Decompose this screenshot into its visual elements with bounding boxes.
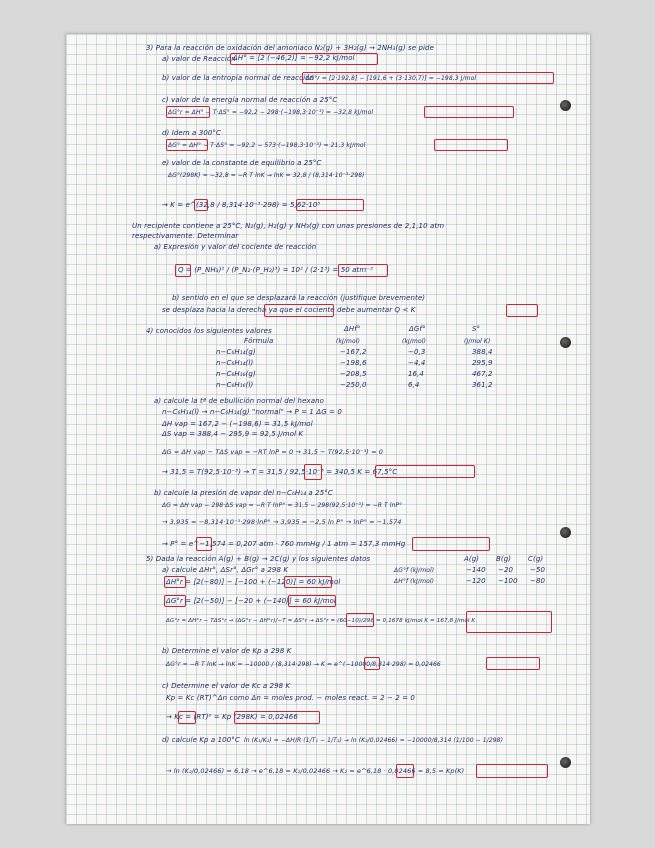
table-cell: −167,2: [340, 348, 367, 356]
table-unit-s: (J/mol K): [464, 338, 491, 345]
punch-hole: [560, 337, 571, 348]
answer-box: [338, 264, 388, 277]
problem-4b-line-3: → P° = e^−1,574 = 0,207 atm · 760 mmHg / 1 atm = 157,3 mmHg: [162, 540, 406, 548]
table-unit-formula: Fórmula: [244, 337, 274, 345]
table-cell: 467,2: [472, 370, 493, 378]
table-cell: n−C₆H₁₆(l): [216, 381, 254, 389]
problem-5d-line-1: ln (K₁/K₂) = −ΔH/R (1/T₁ − 1/T₂) → ln (K₂/0,02466) = −10000/8,314 (1/100 − 1/298): [244, 737, 504, 744]
problem-5b-label: b) Determine el valor de Kp a 298 K: [162, 647, 292, 655]
table-cell: −198,6: [340, 359, 367, 367]
thermo-row-label: ΔH°f (kJ/mol): [394, 578, 435, 585]
table-cell: −4,4: [408, 359, 426, 367]
thermo-cell: −50: [530, 566, 546, 574]
thermo-cell: −80: [530, 577, 546, 585]
answer-box: [288, 595, 336, 607]
answer-box: [164, 576, 186, 588]
thermo-col-b: B(g): [496, 555, 512, 563]
problem-3b-label: b) valor de la entropía normal de reacción: [162, 74, 315, 82]
problem-3e-equation: ΔG°(298K) = −32,8 = −R T lnK → lnK = 32,8 / (8,314·10⁻³·298): [168, 172, 365, 179]
answer-box: [466, 611, 552, 633]
answer-box: [164, 595, 186, 607]
answer-box: [284, 576, 332, 588]
problem-4a-label: a) calcule la tª de ebullición normal del hexano: [154, 397, 325, 405]
table-cell: 295,9: [472, 359, 493, 367]
table-cell: 16,4: [408, 370, 424, 378]
problem-3-qb-label: b) sentido en el que se desplazará la reacción (justifique brevemente): [172, 294, 426, 302]
table-cell: −250,0: [340, 381, 367, 389]
answer-box: [506, 304, 538, 317]
answer-box: [346, 613, 374, 627]
table-cell: −208,5: [340, 370, 367, 378]
problem-4b-line-1: ΔG = ΔH vap − 298·ΔS vap = −R T lnP° = 31,5 − 298(92,5·10⁻³) = −R T lnP°: [162, 502, 403, 509]
table-cell: 6,4: [408, 381, 420, 389]
problem-4b-label: b) calcule la presión de vapor del n−C₆H₁₄ a 25°C: [154, 489, 333, 497]
answer-box: [166, 139, 208, 151]
table-cell: n−C₆H₁₄(g): [216, 348, 256, 356]
thermo-row-label: ΔG°f (kJ/mol): [394, 567, 435, 574]
problem-4a-line-2: ΔH vap = 167,2 − (−198,6) = 31,5 kJ/mol: [162, 420, 313, 428]
container-statement-1: Un recipiente contiene a 25°C, N₂(g), H₂(g) y NH₃(g) con unas presiones de 2,1,10 atm: [132, 222, 445, 230]
answer-box: [194, 199, 208, 211]
punch-hole: [560, 757, 571, 768]
problem-5-header: 5) Dada la reacción A(g) + B(g) → 2C(g) y los siguientes datos: [146, 555, 371, 563]
thermo-cell: −140: [466, 566, 486, 574]
table-header-s: S°: [472, 325, 481, 333]
problem-5a-line-3: ΔG°r = ΔH°r − TΔS°r → (ΔG°r − ΔH°r)/−T = ΔS°r → ΔS°r = (60−10)/298 = 0,1678 kJ/mol K = 167,8 J/mol K: [166, 618, 476, 624]
table-cell: 361,2: [472, 381, 493, 389]
problem-3e-result: → K = e^(32,8 / 8,314·10⁻³·298) = 5,62·10⁵: [162, 201, 321, 209]
answer-box: [234, 711, 320, 724]
problem-4a-line-5: → 31,5 = T(92,5·10⁻³) → T = 31,5 / 92,5·10⁻³ = 340,5 K = 67,5°C: [162, 468, 398, 476]
reaction-quotient-equation: Q = (P_NH₃)² / (P_N₂·(P_H₂)³) = 10² / (2·1³) = 50 atm⁻²: [178, 266, 373, 274]
answer-box: [424, 106, 514, 118]
problem-3c-equation: ΔG°r = ΔH° − T·ΔS° = −92,2 − 298·(−198,3·10⁻³) = −32,8 kJ/mol: [168, 109, 374, 116]
problem-5a-label: a) calcule ΔHr°, ΔSr°, ΔGr° a 298 K: [162, 566, 289, 574]
thermo-cell: −120: [466, 577, 486, 585]
answer-box: [375, 465, 475, 478]
problem-4a-line-3: ΔS vap = 388,4 − 295,9 = 92,5 J/mol K: [162, 430, 304, 438]
answer-box: [396, 764, 414, 778]
answer-box: [264, 304, 334, 317]
table-cell: n−C₆H₁₄(l): [216, 359, 254, 367]
notebook-page: [66, 34, 590, 824]
answer-box: [412, 537, 490, 551]
punch-hole: [560, 100, 571, 111]
thermo-col-a: A(g): [464, 555, 480, 563]
answer-box: [178, 711, 196, 724]
problem-3d-label: d) Idem a 300°C: [162, 129, 222, 137]
answer-box: [166, 106, 210, 118]
answer-box: [196, 537, 212, 551]
problem-3-header: 3) Para la reacción de oxidación del amoniaco N₂(g) + 3H₂(g) → 2NH₃(g) se pide: [146, 44, 435, 52]
table-header-dhf: ΔHf°: [344, 325, 361, 333]
table-unit-dgf: (kJ/mol): [402, 338, 426, 345]
table-cell: 388,4: [472, 348, 493, 356]
problem-3-qb-answer: se desplaza hacia la derecha ya que el cociente debe aumentar Q < K: [162, 306, 416, 314]
answer-box: [296, 199, 364, 211]
problem-4-header: 4) conocidos los siguientes valores: [146, 327, 272, 335]
problem-3e-label: e) valor de la constante de equilibrio a 25°C: [162, 159, 322, 167]
answer-box: [364, 657, 380, 670]
thermo-col-c: C(g): [528, 555, 544, 563]
answer-box: [175, 264, 191, 277]
container-statement-2: respectivamente. Determinar: [132, 232, 239, 240]
problem-3a-equation: ΔH° = [2 (−46,2)] = −92,2 kJ/mol: [233, 54, 355, 62]
answer-box: [434, 139, 508, 151]
problem-3c-label: c) valor de la energía normal de reacción a 25°C: [162, 96, 338, 104]
problem-3d-equation: ΔG° = ΔH° − T·ΔS° = −92,2 − 573·(−198,3·10⁻³) = 21,3 kJ/mol: [168, 142, 366, 149]
problem-5d-line-2: → ln (K₂/0,02466) = 6,18 → e^6,18 = K₂/0,02466 → K₂ = e^6,18 · 0,02466 = 8,5 = Kp(K): [166, 767, 465, 775]
problem-5d-label: d) calcule Kp a 100°C: [162, 736, 240, 744]
thermo-cell: −100: [498, 577, 518, 585]
problem-5c-line-1: Kp = Kc (RT)^Δn como Δn = moles prod. − moles react. = 2 − 2 = 0: [166, 694, 415, 702]
problem-4a-line-4: ΔG = ΔH vap − TΔS vap = −RT lnP = 0 → 31,5 − T(92,5·10⁻³) = 0: [162, 448, 384, 456]
table-cell: n−C₆H₁₆(g): [216, 370, 256, 378]
answer-box: [486, 657, 540, 670]
problem-5c-line-2: → Kc = (RT)⁰ = Kp (298K) = 0,02466: [166, 713, 298, 721]
problem-3-qa-label: a) Expresión y valor del cociente de reacción: [154, 243, 317, 251]
table-cell: −0,3: [408, 348, 426, 356]
table-unit-dhf: (kJ/mol): [336, 338, 360, 345]
problem-5b-line-1: ΔG°r = −R T lnK → lnK = −10000 / (8,314·298) → K = e^(−10000/8,314·298) = 0,02466: [166, 661, 441, 668]
problem-3b-equation: ΔS°r = [2·192,8] − [191,6 + (3·130,7)] = −198,3 J/mol: [306, 75, 477, 82]
answer-box: [302, 72, 554, 84]
problem-3a-label: a) valor de Reacción: [162, 55, 236, 63]
problem-5a-line-2: ΔG°r = [2(−50)] − [−20 + (−140)] = 60 kJ/mol: [166, 597, 336, 605]
problem-4a-line-1: n−C₆H₁₄(l) → n−C₆H₁₄(g) "normal" → P = 1 ΔG = 0: [162, 408, 342, 416]
thermo-cell: −20: [498, 566, 514, 574]
answer-box: [304, 464, 322, 480]
table-header-dgf: ΔGf°: [409, 325, 426, 333]
problem-4b-line-2: → 3,935 = −8,314·10⁻³·298·lnP° → 3,935 = −2,5 ln P° → lnP° = −1,574: [162, 518, 402, 526]
problem-5a-line-1: ΔH°r = [2(−80)] − [−100 + (−120)] = 60 kJ/mol: [166, 578, 341, 586]
answer-box: [476, 764, 548, 778]
punch-hole: [560, 527, 571, 538]
problem-5c-label: c) Determine el valor de Kc a 298 K: [162, 682, 291, 690]
